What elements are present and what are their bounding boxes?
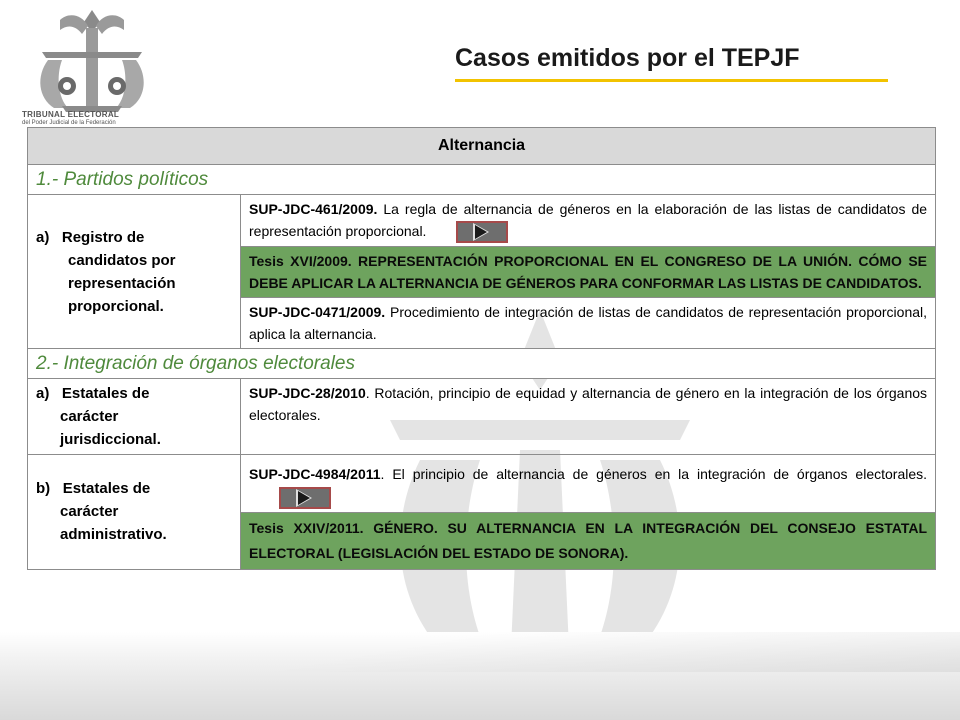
table-row (28, 379, 936, 455)
case-cell-4 (241, 379, 936, 455)
title-underline (455, 79, 888, 82)
case-cell-6 (241, 512, 936, 569)
case-cell-2 (241, 247, 936, 298)
label-line-2: carácter (60, 503, 119, 521)
section-title-2: 2.- Integración de órganos electorales (28, 349, 936, 379)
case-description: La regla de alternancia de géneros en la elaboración de las listas de candidatos de representación proporcional. (249, 201, 928, 239)
logo-subtitle: del Poder Judicial de la Federación (22, 120, 116, 126)
play-icon[interactable] (279, 487, 331, 509)
case-description: . Rotación, principio de equidad y alternancia de género en la integración de los órganos electorales. (249, 385, 928, 424)
label-line-2: candidatos por (68, 251, 176, 269)
cases-table (27, 127, 936, 570)
case-text-3 (249, 301, 927, 345)
label-line-3: representación (68, 274, 176, 292)
row-label-jurisdiccional (28, 379, 241, 455)
case-id: SUP-JDC-461/2009. (249, 201, 378, 217)
case-description: REPRESENTACIÓN PROPORCIONAL EN EL CONGRESO DE LA UNIÓN. CÓMO SE DEBE APLICAR LA ALTERNANCIA DE GÉNEROS PARA CONFORMAR LAS LISTAS DE CANDIDATOS. (249, 253, 928, 292)
row-label-registro (28, 195, 241, 349)
logo-title: TRIBUNAL ELECTORAL (22, 110, 120, 119)
label-line-1: Estatales de (62, 480, 151, 498)
case-description: GÉNERO. SU ALTERNANCIA EN LA INTEGRACIÓN DEL CONSEJO ESTATAL ELECTORAL (LEGISLACIÓN DEL ESTADO DE SONORA). (249, 519, 928, 561)
label-line-1: Registro de (61, 228, 145, 246)
case-text-4 (249, 382, 927, 426)
table-row (28, 455, 936, 512)
label-letter: a) (36, 228, 50, 246)
row-label-text (36, 382, 232, 451)
section-row (28, 165, 936, 195)
label-line-2: carácter (60, 408, 119, 426)
case-text-6 (249, 516, 927, 566)
play-icon[interactable] (456, 221, 508, 243)
case-description: . El principio de alternancia de géneros en la integración de órganos electorales. (380, 466, 928, 483)
case-id: SUP-JDC-4984/2011 (249, 466, 381, 483)
case-cell-1 (241, 195, 936, 247)
label-letter: a) (36, 385, 50, 403)
table-header-row (28, 128, 936, 165)
label-letter: b) (36, 480, 51, 498)
case-text-2 (249, 250, 927, 294)
case-id: Tesis XVI/2009. (249, 253, 352, 270)
case-cell-3 (241, 298, 936, 349)
case-id: SUP-JDC-28/2010 (249, 385, 366, 402)
footer-band (0, 632, 960, 720)
label-line-4: proporcional. (68, 297, 164, 315)
case-id: Tesis XXIV/2011. (249, 519, 364, 536)
case-id: SUP-JDC-0471/2009. (249, 304, 386, 321)
label-line-3: jurisdiccional. (60, 431, 161, 449)
case-cell-5 (241, 455, 936, 512)
table-row (28, 195, 936, 247)
section-title-1: 1.- Partidos políticos (28, 165, 936, 195)
section-row (28, 349, 936, 379)
table-header: Alternancia (28, 128, 936, 165)
label-line-3: administrativo. (60, 526, 167, 544)
case-text-1 (249, 198, 927, 243)
row-label-text (36, 226, 232, 318)
label-line-1: Estatales de (61, 385, 150, 403)
page-title: Casos emitidos por el TEPJF (455, 44, 800, 72)
case-description: Procedimiento de integración de listas de candidatos de representación proporcional, aplica la alternancia. (249, 304, 928, 343)
row-label-text (36, 477, 232, 546)
row-label-administrativo (28, 455, 241, 569)
case-text-5 (249, 463, 927, 508)
